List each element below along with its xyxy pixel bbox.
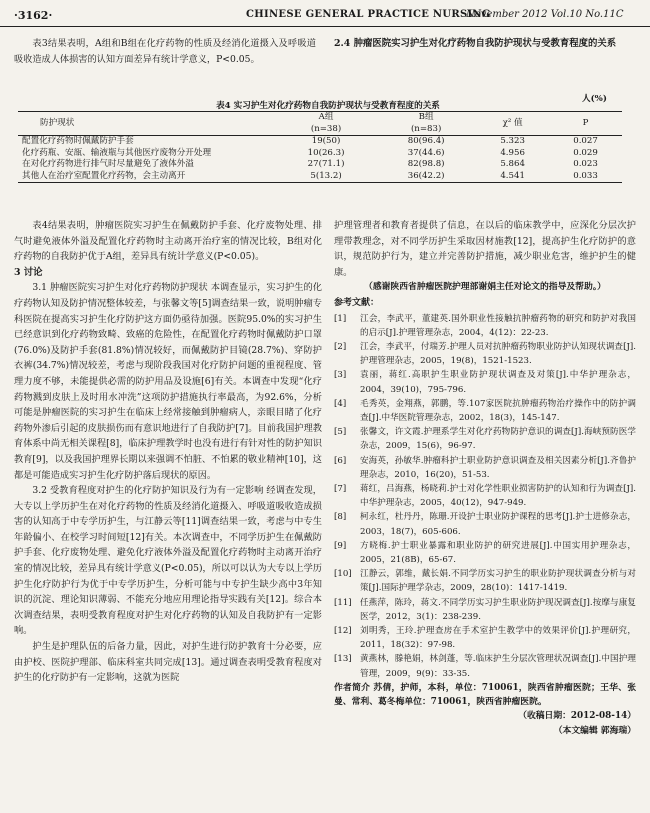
section-3-1-para: 3.1 肿瘤医院实习护生对化疗药物防护现状 本调查显示，实习护生的化疗药物认知及防护情况整体较差，与张馨文等[5]调查结果一致，说明肿瘤专科医院在提高实习护生化疗防护这方面仍亟待加强。医院95.0%的实习护生已经意识到化疗药物致畸、致癌的危险性，在配置化疗药物时佩戴防护口罩(76.0%)及防护手套(81.8%)情况较好，而佩戴防护目镜(28.7%)、穿防护衣裤(34.7%)情况较差，考虑与现阶段我国对化疗防护问题的重视程度、管理力度不够，未能提供必需的防护用品及设施[6]有关。本调查中发现“化疗药物溅到皮肤上及时用水冲洗”这项防护措施执行率最高，为92.6%，分析可能是肿瘤医院的实习护生在临床上经常接触到肿瘤病人，亲眼目睹了化疗药物外渗后引起的皮肤损伤而有意识地进行了自我防护[7]。目前我国护理教育体系中尚无相关课程[8]，临床护理教学时也没有进行有针对性的防护知识教育[9]，以及我国护理界长期以来强调不怕脏、不怕累的敬业精神[10]，这都是可能造成实习护生化疗防护落后现状的原因。 [14, 282, 322, 481]
reference-item: [3] 袁丽，蒋红.高职护生职业防护现状调查及对策[J].中华护理杂志，2004，39(10)，795-796. [334, 370, 636, 395]
table4 [18, 111, 622, 183]
reference-item: [2] 江会，李武平，付瑞芳.护理人员对抗肿瘤药物职业防护认知现状调查[J].护理管理杂志，2005，19(8)，1521-1523. [334, 341, 636, 367]
left-column [14, 218, 322, 686]
editor-note: （本文编辑 郭海瑞） [553, 726, 636, 737]
section-2-4-heading: 2.4 肿瘤医院实习护生对化疗药物自我防护现状与受教育程度的关系 [334, 38, 617, 49]
section-3-2-para: 3.2 受教育程度对护生的化疗防护知识及行为有一定影响 经调查发现，大专以上学历护生在对化疗药物的性质及经消化道摄入、呼吸道吸收造成损害的认知高于中专学历护生，与江静云等[11]调查结果一致，考虑与中专生年龄偏小、在校学习时间短[12]有关。本次调查中，不同学历护生在佩戴防护手套、化疗废物处理、避免化疗液体外溢及配置化疗药物时主动离开治疗室的情况比较，差异具有统计学意义(P<0.05)，所以可以认为大专以上学历护生化疗防护行为优于中专学历护生，分析可能与中专护生缺少高中3年知识的沉淀、理论知识薄弱、不能充分地应用理论指导实践有关[12]。综合本次调查结果，表明受教育程度对护生对化疗药物的认知及自我防护有一定影响。 [14, 485, 322, 637]
table4-col-b-n: (n=83) [410, 123, 442, 134]
closing-para: 护生是护理队伍的后备力量，因此，对护生进行防护教育十分必要，应由护校、医院护理部、临床科室共同完成[13]。通过调查表明受教育程度对护生的化疗防护有一定影响，这就为医院 [14, 641, 322, 684]
table3-summary: 表3结果表明，A组和B组在化疗药物的性质及经消化道摄入及呼吸道吸收造成人体损害的认知方面差异有统计学意义，P<0.05。 [14, 38, 316, 65]
section-3-heading: 3 讨论 [14, 266, 43, 278]
table4-title: 表4 实习护生对化疗药物自我防护现状与受教育程度的关系 [216, 101, 440, 111]
reference-item: [4] 毛秀英，金翔燕，郭鹏，等.107家医院抗肿瘤药物治疗操作中的防护调查[J].中华医院管理杂志，2002，18(3)，145-147. [334, 398, 636, 423]
issue-info: November 2012 Vol.10 No.11C [466, 9, 624, 20]
journal-title: CHINESE GENERAL PRACTICE NURSING [246, 9, 491, 20]
table-row: 其他人在治疗室配置化疗药物，会主动离开 5(13.2) 36(42.2) 4.541 0.033 [18, 171, 622, 183]
right-continuation-para: 护理管理者和教育者提供了信息，在以后的临床教学中，应深化分层次护理带教理念，对不同学历护生采取因材施教[12]，提高护生化疗防护的意识，规范防护行为，建立并完善防护措施，减少职业危害，维护护生的健康。 [334, 220, 636, 278]
reference-item: [6] 安海英，孙敏华.肿瘤科护士职业防护意识调查及相关因素分析[J].齐鲁护理杂志，2010，16(20)，51-53. [334, 455, 636, 480]
table4-col-b: B组 [418, 112, 434, 122]
reference-item: [10] 江静云，郭维，戴长娟.不同学历实习护生的职业防护现状调查分析与对策[J].国际护理学杂志，2009，28(10)：1417-1419. [334, 569, 636, 594]
page-number: ·3162· [14, 9, 53, 22]
table-row: 化疗药瓶、安瓿、输液瓶与其他医疗废物分开处理 10(26.3) 37(44.6) 4.956 0.029 [22, 147, 598, 158]
table4-col-a-n: (n=38) [310, 123, 342, 134]
table-row: 配置化疗药物时佩戴防护手套 19(50) 80(96.4) 5.323 0.027 [22, 136, 598, 146]
received-date: （收稿日期：2012-08-14） [518, 710, 636, 721]
table4-summary: 表4结果表明，肿瘤医院实习护生在佩戴防护手套、化疗废物处理、排气时避免液体外溢及配置化疗药物时主动离开治疗室的情况比较，B组对化疗药物的自我防护优于A组，差异具有统计学意义(P<0.05)。 [14, 220, 322, 263]
reference-item: [5] 张馨文，许文霞.护理系学生对化疗药物防护意识的调查[J].海峡预防医学杂志，2009，15(6)，96-97. [334, 427, 636, 452]
table4-col-status: 防护现状 [40, 117, 75, 128]
table-row: 在对化疗药物进行排气时尽量避免了液体外溢 27(71.1) 82(98.8) 5.864 0.023 [22, 159, 598, 169]
page-header [0, 4, 650, 27]
table4-col-chi: χ² 值 [502, 117, 523, 128]
reference-item: [13] 黄燕林，滕艳娟，林剑蓬，等.临床护生分层次管理状况调查[J].中国护理管理，2009，9(9)：33-35. [334, 654, 636, 679]
reference-item: [9] 方晓梅.护士职业暴露和职业防护的研究进展[J].中国实用护理杂志，2005，21(8B)，65-67. [334, 540, 636, 566]
reference-list [334, 312, 636, 681]
reference-item: [12] 刘明秀，王玲.护理查房在手术室护生教学中的效果评价[J].护理研究，2011，18(32)：97-98. [334, 626, 636, 651]
reference-item: [7] 蒋红，吕海燕，杨晓莉.护士对化学性职业损害防护的认知和行为调查[J].中华护理杂志，2005，40(12)，947-949. [334, 484, 636, 509]
reference-item: [8] 柯永红，杜丹丹，陈珊.开设护士职业防护课程的思考[J].护士进修杂志，2003，18(7)，605-606. [334, 512, 636, 537]
right-column [334, 218, 636, 740]
reference-item: [1] 江会，李武平，董建英.国外职业性接触抗肿瘤药物的研究和防护对我国的启示[J].护理管理杂志，2004，4(12)：22-23. [334, 313, 636, 338]
table4-col-p: P [582, 117, 589, 128]
references-heading: 参考文献： [334, 297, 380, 308]
table4-unit: 人(%) [582, 94, 607, 104]
reference-item: [11] 任燕萍，陈玲，蒋文.不同学历实习护生职业防护现况调查[J].按摩与康复医学，2012，3(1)：238-239. [334, 597, 636, 622]
acknowledgement: （感谢陕西省肿瘤医院护理部谢娟主任对论文的指导及帮助。） [364, 282, 606, 293]
author-note: 作者简介 苏倩，护师，本科，单位：710061，陕西省肿瘤医院；王华、张曼、常利、葛冬梅单位：710061，陕西省肿瘤医院。 [334, 682, 636, 707]
table4-col-a: A组 [318, 112, 334, 122]
